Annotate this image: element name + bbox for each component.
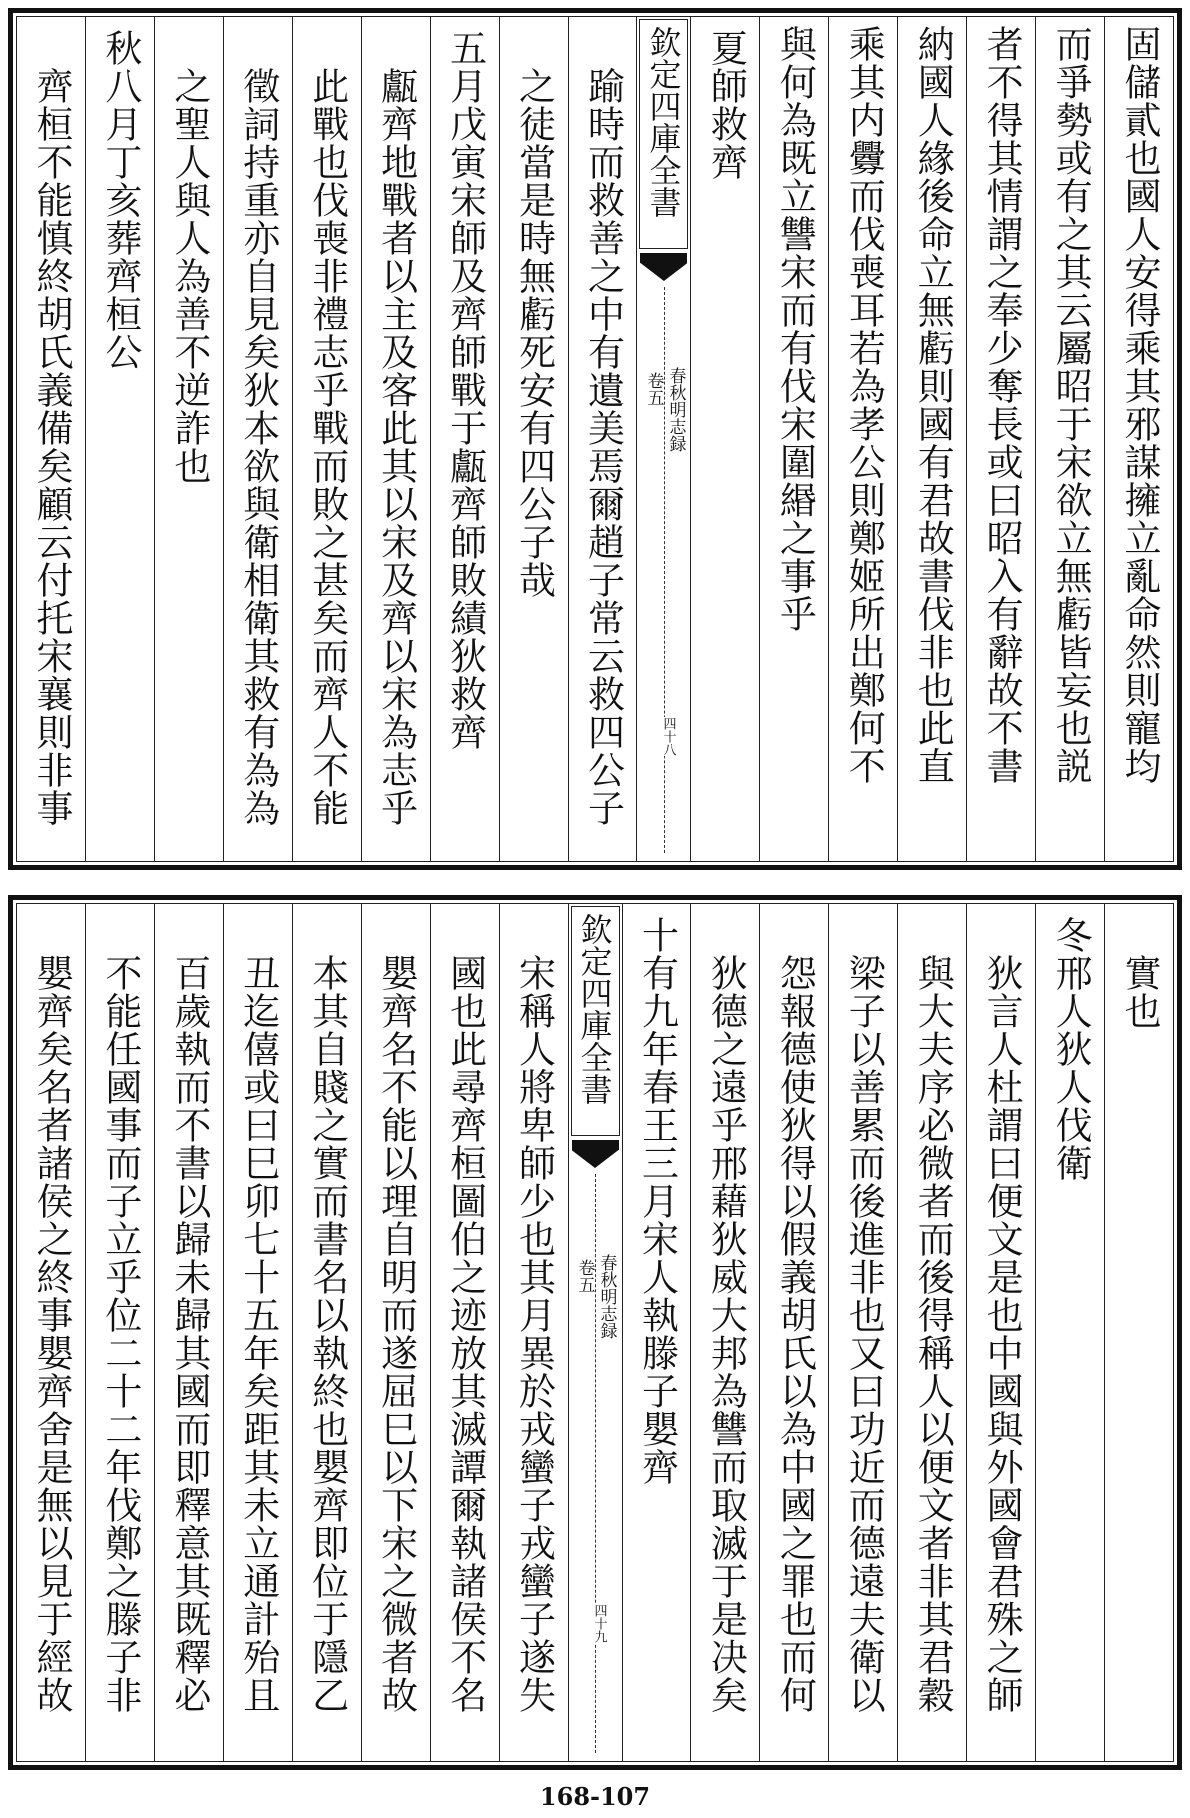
book-title: 春秋明志録	[596, 1254, 617, 1339]
scan-page-number: 168-107	[539, 1782, 651, 1811]
text-column	[897, 17, 966, 861]
text-column	[223, 904, 292, 1761]
text-column	[1104, 17, 1173, 861]
column-text: 嬰齊名不能以理自明而遂屈巳以下宋之微者故	[374, 954, 418, 1714]
text-column	[828, 17, 897, 861]
volume-label: 卷五	[643, 372, 664, 406]
center-margin	[568, 904, 622, 1761]
entry-heading: 秋八月丁亥葬齊桓公	[98, 29, 142, 371]
column-text: 實也	[1118, 954, 1162, 1030]
text-column	[897, 904, 966, 1761]
column-text: 梁子以善累而後進非也又曰功近而德遠夫衛以	[842, 954, 886, 1714]
column-text: 者不得其情謂之奉少奪長或曰昭入有辭故不書	[980, 25, 1024, 785]
column-text: 乘其内釁而伐喪耳若為孝公則鄭姬所出鄭何不	[842, 25, 886, 785]
text-column	[223, 17, 292, 861]
text-column	[1035, 17, 1104, 861]
column-text: 此戰也伐喪非禮志乎戰而敗之甚矣而齊人不能	[305, 67, 349, 827]
text-column	[154, 904, 223, 1761]
text-column	[690, 904, 759, 1761]
center-margin	[636, 17, 690, 861]
column-text: 不能任國事而子立乎位二十二年伐鄭之滕子非	[98, 954, 142, 1714]
entry-heading: 十有九年春王三月宋人執滕子嬰齊	[635, 916, 679, 1486]
column-text: 甗齊地戰者以主及客此其以宋及齊以宋為志乎	[374, 67, 418, 827]
column-text: 怨報德使狄得以假義胡氏以為中國之罪也而何	[773, 954, 817, 1714]
bottom-page	[8, 895, 1182, 1770]
column-text: 與大夫序必微者而後得稱人以便文者非其君穀	[911, 954, 955, 1714]
heading-column	[690, 17, 759, 861]
text-column	[292, 904, 361, 1761]
library-title: 欽定四庫全書	[571, 906, 620, 1136]
text-column	[430, 904, 499, 1761]
bottom-page-columns	[16, 903, 1174, 1762]
text-column	[568, 17, 637, 861]
column-text: 徵詞持重亦自見矣狄本欲與衛相衛其救有為為	[236, 67, 280, 827]
text-column	[966, 17, 1035, 861]
text-column	[361, 17, 430, 861]
page-number: 四十八	[657, 717, 677, 756]
top-page-columns	[16, 16, 1174, 862]
column-text: 本其自賤之實而書名以執終也嬰齊即位于隱乙	[305, 954, 349, 1714]
column-text: 宋稱人將卑師少也其月異於戎蠻子戎蠻子遂失	[512, 954, 556, 1714]
column-text: 納國人緣後命立無虧則國有君故書伐非也此直	[911, 25, 955, 785]
column-text: 狄言人杜謂曰便文是也中國與外國會君殊之師	[980, 954, 1024, 1714]
column-text: 與何為既立讐宋而有伐宋圍緡之事乎	[773, 25, 817, 633]
column-text: 國也此尋齊桓圖伯之迹放其滅譚爾執諸侯不名	[443, 954, 487, 1714]
book-title: 春秋明志録	[665, 367, 686, 452]
text-column	[154, 17, 223, 861]
column-text: 百歲執而不書以歸未歸其國而即釋意其既釋必	[167, 954, 211, 1714]
fishtail-mark	[640, 253, 687, 281]
heading-column	[622, 904, 691, 1761]
heading-column	[1035, 904, 1104, 1761]
text-column	[759, 904, 828, 1761]
column-text: 嬰齊矣名者諸侯之終事嬰齊舍是無以見于經故	[29, 954, 73, 1714]
text-column	[966, 904, 1035, 1761]
column-text: 而爭勢或有之其云屬昭于宋欲立無虧皆妄也説	[1049, 25, 1093, 785]
text-column	[85, 904, 154, 1761]
top-page	[8, 8, 1182, 870]
heading-column	[85, 17, 154, 861]
text-column	[17, 904, 85, 1761]
text-column	[361, 904, 430, 1761]
column-text: 齊桓不能慎終胡氏義備矣顧云付托宋襄則非事	[29, 67, 73, 827]
column-text: 狄德之遠乎邢藉狄威大邦為讐而取滅于是决矣	[704, 954, 748, 1714]
column-text: 丑迄僖或曰巳卯七十五年矣距其未立通計殆且	[236, 954, 280, 1714]
entry-heading: 冬邢人狄人伐衛	[1049, 916, 1093, 1182]
entry-heading: 夏師救齊	[704, 29, 748, 181]
text-column	[499, 904, 568, 1761]
column-text: 踰時而救善之中有遺美焉爾趙子常云救四公子	[581, 67, 625, 827]
page-number: 四十九	[589, 1604, 609, 1643]
heading-column	[430, 17, 499, 861]
fishtail-mark	[572, 1140, 619, 1168]
text-column	[17, 17, 85, 861]
text-column	[499, 17, 568, 861]
column-text: 之聖人與人為善不逆詐也	[167, 67, 211, 485]
entry-heading: 五月戊寅宋師及齊師戰于甗齊師敗績狄救齊	[443, 29, 487, 751]
text-column	[1104, 904, 1173, 1761]
column-text: 之徒當是時無虧死安有四公子哉	[512, 67, 556, 599]
volume-label: 卷五	[574, 1259, 595, 1293]
text-column	[292, 17, 361, 861]
column-text: 固儲貳也國人安得乘其邪謀擁立亂命然則寵均	[1118, 25, 1162, 785]
text-column	[759, 17, 828, 861]
library-title: 欽定四庫全書	[639, 19, 688, 249]
text-column	[828, 904, 897, 1761]
